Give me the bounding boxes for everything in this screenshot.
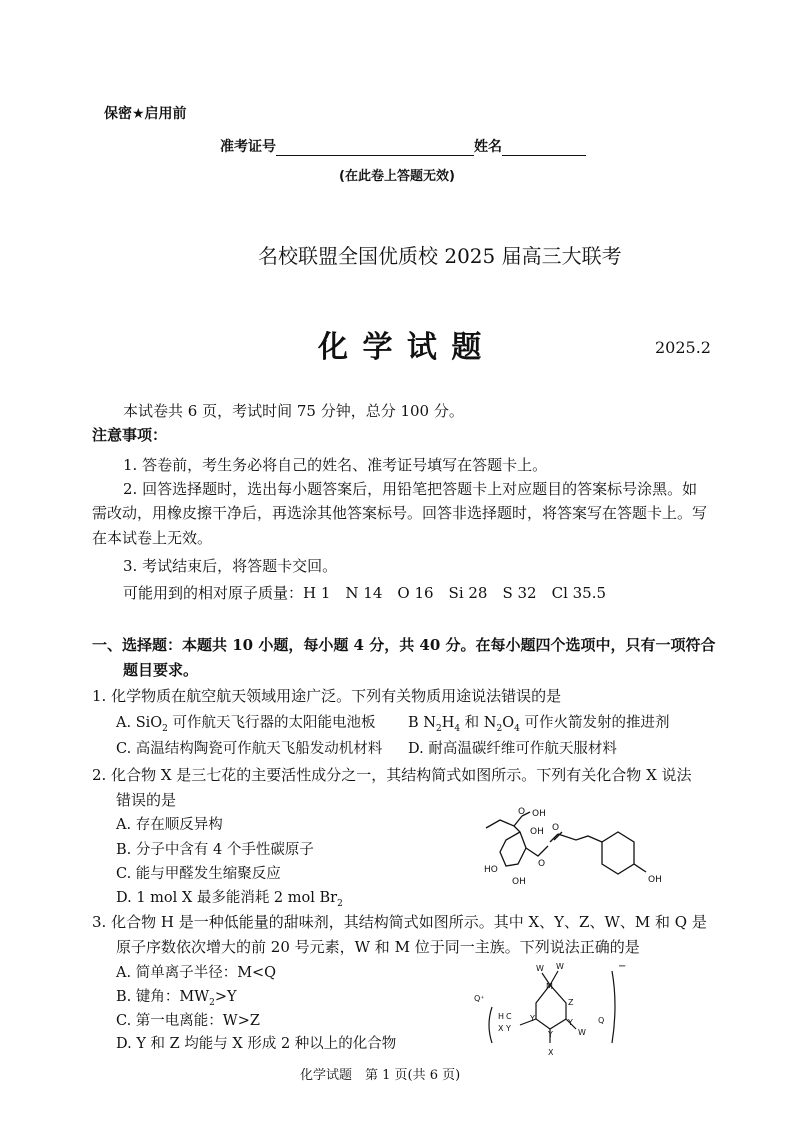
q1-stem: 1. 化学物质在航空航天领域用途广泛。下列有关物质用途说法错误的是 <box>92 687 562 705</box>
compound-h-structure <box>450 955 630 1063</box>
q1-option-a[interactable] <box>116 711 376 734</box>
name-field[interactable] <box>502 139 586 156</box>
atomic-mass-values: H 1 N 14 O 16 Si 28 S 32 Cl 35.5 <box>303 584 607 602</box>
q1-b-sub4: 4 <box>514 723 520 734</box>
section-1-heading: 一、选择题：本题共 10 小题，每小题 4 分，共 40 分。在每小题四个选项中，只有一项符合 <box>92 636 716 654</box>
q3-b-sub: 2 <box>209 997 215 1008</box>
q2-struct-label-7: OH <box>648 875 662 885</box>
exam-id-field[interactable] <box>276 139 474 156</box>
q2-struct-label-3: HO <box>484 865 498 875</box>
q2-stem-cont: 错误的是 <box>116 791 177 809</box>
compound-x-structure <box>478 800 678 900</box>
exam-date: 2025.2 <box>655 338 711 357</box>
q3-struct-label-2: W <box>556 962 564 971</box>
notice-item-2: 2. 回答选择题时，选出每小题答案后，用铅笔把答题卡上对应题目的答案标号涂黑。如 <box>123 480 698 498</box>
q1-b-mid1: H <box>441 715 455 731</box>
q2-option-b[interactable]: B. 分子中含有 4 个手性碳原子 <box>116 842 314 858</box>
q3-option-a[interactable]: A. 简单离子半径：M<Q <box>116 965 277 981</box>
q2-struct-label-5: O <box>538 859 546 869</box>
q3-struct-label-1: W <box>536 964 544 973</box>
q3-struct-label-10: X <box>548 1048 554 1057</box>
q2-option-d[interactable] <box>116 886 343 909</box>
q1-a-text: A. SiO <box>116 715 163 731</box>
notice-item-2-end: 在本试卷上无效。 <box>92 529 213 547</box>
exam-org-title: 名校联盟全国优质校 2025 届高三大联考 <box>258 244 622 268</box>
q1-option-c[interactable]: C. 高温结构陶瓷可作航天飞船发动机材料 <box>116 741 383 757</box>
q2-option-c[interactable]: C. 能与甲醛发生缩聚反应 <box>116 866 281 882</box>
q3-struct-label-3: M <box>546 982 553 991</box>
q1-b-sub3: 2 <box>496 723 503 734</box>
atomic-mass-label: 可能用到的相对原子质量： <box>123 584 304 602</box>
exam-id-row <box>220 136 586 156</box>
page-footer: 化学试题 第 1 页(共 6 页) <box>300 1068 461 1083</box>
q3-struct-label-7: Y <box>548 1030 553 1039</box>
notice-item-3: 3. 考试结束后，将答题卡交回。 <box>123 557 338 575</box>
q3-charge-minus: − <box>618 961 627 972</box>
q2-option-a[interactable]: A. 存在顺反异构 <box>116 817 223 833</box>
confidential-mark: 保密★启用前 <box>104 106 187 122</box>
notice-title: 注意事项： <box>92 426 168 444</box>
notice-item-2-cont: 需改动，用橡皮擦干净后，再选涂其他答案标号。回答非选择题时，将答案写在答题卡上。写 <box>92 504 708 522</box>
name-label: 姓名 <box>474 139 502 155</box>
section-1-heading-cont: 题目要求。 <box>123 661 199 679</box>
q3-option-d[interactable]: D. Y 和 Z 均能与 X 形成 2 种以上的化合物 <box>116 1036 397 1052</box>
q3-struct-label-12: C <box>506 1012 512 1021</box>
q3-struct-label-11: H <box>498 1012 505 1021</box>
q1-a-sub: 2 <box>162 723 168 734</box>
q3-stem-cont: 原子序数依次增大的前 20 号元素，W 和 M 位于同一主族。下列说法正确的是 <box>116 938 640 956</box>
notice-item-1: 1. 答卷前，考生务必将自己的姓名、准考证号填写在答题卡上。 <box>123 456 548 474</box>
q3-cation-q: Q⁺ <box>474 994 485 1003</box>
q2-d-text: D. 1 mol X 最多能消耗 2 mol Br <box>116 890 338 906</box>
q1-option-b[interactable] <box>408 711 669 734</box>
q3-struct-label-14: Y <box>506 1024 511 1033</box>
q3-struct-label-6: Y <box>530 1014 535 1023</box>
q3-stem: 3. 化合物 H 是一种低能量的甜味剂，其结构简式如图所示。其中 X、Y、Z、W、M 和 Q 是 <box>92 913 707 931</box>
exam-summary: 本试卷共 6 页，考试时间 75 分钟，总分 100 分。 <box>123 402 464 420</box>
q2-struct-label-1: OH <box>532 809 546 819</box>
q3-struct-label-4: Z <box>568 998 574 1007</box>
q1-b-text: B N <box>408 715 436 731</box>
q2-struct-label-2: O <box>518 807 526 817</box>
q1-b-mid3: O <box>502 715 515 731</box>
q3-b-rest: >Y <box>214 989 237 1005</box>
q2-stem: 2. 化合物 X 是三七花的主要活性成分之一，其结构简式如图所示。下列有关化合物 X 说法 <box>92 766 692 784</box>
atomic-mass-line <box>123 582 606 603</box>
q1-b-mid2: 和 N <box>460 715 497 731</box>
invalid-note: (在此卷上答题无效) <box>339 169 455 184</box>
q2-struct-label-4: OH <box>512 877 526 887</box>
q3-struct-label-9: W <box>578 1028 586 1037</box>
q1-b-rest: 可作火箭发射的推进剂 <box>519 715 670 731</box>
q3-option-b[interactable] <box>116 985 237 1008</box>
q1-a-rest: 可作航天飞行器的太阳能电池板 <box>167 715 376 731</box>
subject-title: 化 学 试 题 <box>318 330 484 365</box>
exam-id-label: 准考证号 <box>220 139 276 155</box>
q3-struct-label-13: X <box>498 1024 504 1033</box>
q2-d-sub: 2 <box>337 898 343 909</box>
q2-struct-label-6: OH <box>530 827 544 837</box>
q3-struct-label-5: Q <box>598 1016 605 1025</box>
q3-struct-label-8: Y <box>568 1018 573 1027</box>
q3-b-text: B. 键角：MW <box>116 989 210 1005</box>
q3-option-c[interactable]: C. 第一电离能：W>Z <box>116 1013 260 1029</box>
q1-option-d[interactable]: D. 耐高温碳纤维可作航天服材料 <box>408 741 617 757</box>
q1-b-sub1: 2 <box>435 723 442 734</box>
q2-struct-label-8: O <box>552 823 560 833</box>
q1-b-sub2: 4 <box>454 723 461 734</box>
